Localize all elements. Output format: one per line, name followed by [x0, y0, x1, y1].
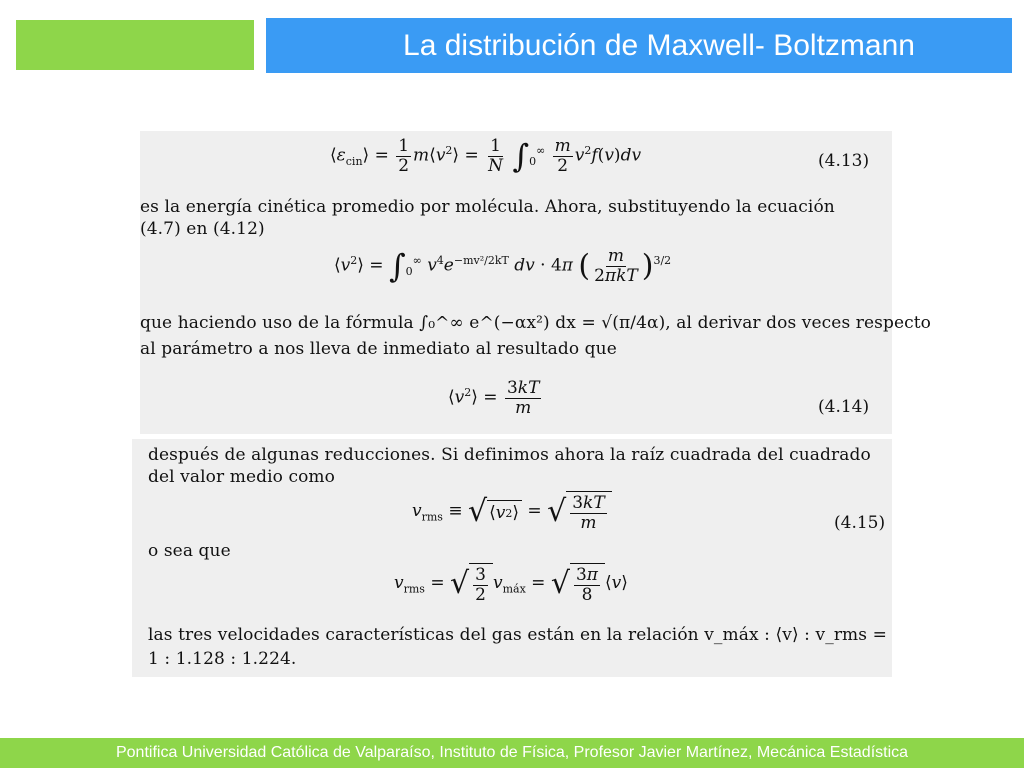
paragraph-line: al parámetro a nos lleva de inmediato al resultado que: [140, 339, 617, 359]
footer-text: Pontifica Universidad Católica de Valparaíso, Instituto de Física, Profesor Javier Martínez, Mecánica Estadística: [115, 744, 909, 761]
equation-number-4-15: (4.15): [834, 513, 886, 533]
paragraph-line: del valor medio como: [148, 467, 335, 487]
scanned-excerpt-1: [140, 131, 932, 434]
paragraph-line: que haciendo uso de la fórmula ∫₀^∞ e^(−αx²) dx = √(π/4α), al derivar dos veces respecto: [140, 313, 932, 333]
equation-v2-integral: $⟨v^2⟩ = \int_0^\infty$ $v^4e^{-mv^2/2kT}$ dv · 4π ( $\frac{m}{\text{2πkT}}$ )$^{3/2}$: [334, 246, 672, 286]
scanned-excerpt-2: [132, 439, 892, 677]
paragraph-line: es la energía cinética promedio por molécula. Ahora, substituyendo la ecuación: [140, 197, 835, 217]
title-bar: [266, 18, 1012, 73]
green-accent-block: [16, 20, 254, 70]
slide-title: La distribución de Maxwell- Boltzmann: [403, 28, 915, 62]
equation-number-4-14: (4.14): [818, 397, 870, 417]
paragraph-line: después de algunas reducciones. Si definimos ahora la raíz cuadrada del cuadrado: [148, 445, 871, 465]
paragraph-line: (4.7) en (4.12): [140, 219, 265, 239]
equation-4-13: $⟨\varepsilon_{cin}⟩$ = $\frac{1}{2}$ $m⟨v^2⟩$ = $\frac{1}{N}$ $\int_0^\infty$ $\frac{m}{2}$ $v^2f(v)dv$: [330, 136, 642, 176]
equation-4-14: $⟨v^2⟩$ = $\frac{3kT}{m}$: [448, 378, 540, 418]
equation-number-4-13: (4.13): [818, 151, 870, 171]
paragraph-line: las tres velocidades características del gas están en la relación v_máx : ⟨v⟩ : v_rms =: [148, 625, 887, 645]
equation-vrms-relations: $v_{rms}$ = √ $\frac{3}{2}$ $v_{máx}$ = √ $\frac{3\pi}{8}$ ⟨v⟩: [394, 565, 628, 605]
paragraph-line: o sea que: [148, 541, 231, 561]
footer-bar: [0, 738, 1024, 768]
equation-4-15: $v_{rms}$ ≡ √ ⟨ v 2 ⟩ = √ $\frac{3kT}{m}$: [412, 491, 612, 532]
paragraph-line: 1 : 1.128 : 1.224.: [148, 649, 297, 669]
